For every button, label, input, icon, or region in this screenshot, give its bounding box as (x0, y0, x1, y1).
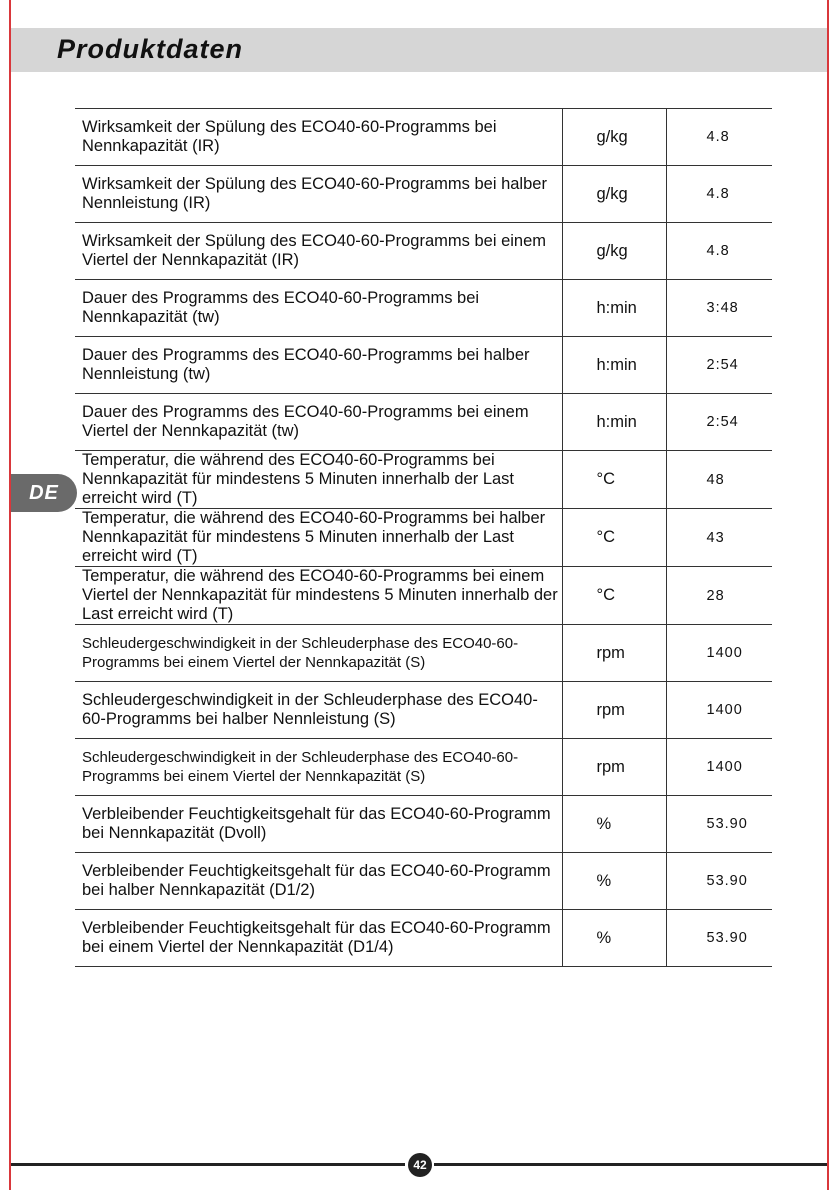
row-description: Verbleibender Feuchtigkeitsgehalt für das ECO40-60-Programm bei Nennkapazität (Dvoll) (75, 796, 562, 853)
table-row (75, 853, 772, 910)
row-unit: h:min (562, 280, 666, 337)
row-value: 2:54 (666, 394, 772, 451)
table-row (75, 337, 772, 394)
row-value: 53.90 (666, 853, 772, 910)
table-row (75, 166, 772, 223)
row-value: 48 (666, 451, 772, 509)
table-row (75, 625, 772, 682)
row-unit: h:min (562, 394, 666, 451)
row-unit: % (562, 910, 666, 967)
table-row (75, 910, 772, 967)
row-value: 3:48 (666, 280, 772, 337)
page-border-right (827, 0, 829, 1190)
row-unit: h:min (562, 337, 666, 394)
row-description: Temperatur, die während des ECO40-60-Programms bei Nennkapazität für mindestens 5 Minuten innerhalb der Last erreicht wird (T) (75, 451, 562, 509)
language-tab: DE (11, 474, 77, 512)
row-description: Dauer des Programms des ECO40-60-Programms bei einem Viertel der Nennkapazität (tw) (75, 394, 562, 451)
row-description: Temperatur, die während des ECO40-60-Programms bei halber Nennkapazität für mindestens 5 Minuten innerhalb der Last erreicht wird (T) (75, 509, 562, 567)
row-value: 4.8 (666, 109, 772, 166)
page-border-left (9, 0, 11, 1190)
row-value: 53.90 (666, 796, 772, 853)
row-value: 1400 (666, 682, 772, 739)
row-description: Temperatur, die während des ECO40-60-Programms bei einem Viertel der Nennkapazität für mindestens 5 Minuten innerhalb der Last erreicht wird (T) (75, 567, 562, 625)
footer-rule-right (434, 1163, 827, 1166)
row-value: 53.90 (666, 910, 772, 967)
table-row (75, 394, 772, 451)
row-unit: °C (562, 451, 666, 509)
row-description: Dauer des Programms des ECO40-60-Programms bei Nennkapazität (tw) (75, 280, 562, 337)
row-unit: °C (562, 567, 666, 625)
header-bar (11, 28, 827, 72)
page-title: Produktdaten (57, 34, 244, 64)
row-description: Schleudergeschwindigkeit in der Schleuderphase des ECO40-60-Programms bei einem Viertel der Nennkapazität (S) (75, 739, 562, 796)
table-row (75, 739, 772, 796)
row-description: Wirksamkeit der Spülung des ECO40-60-Programms bei Nennkapazität (IR) (75, 109, 562, 166)
table-row (75, 509, 772, 567)
row-unit: g/kg (562, 109, 666, 166)
row-unit: rpm (562, 739, 666, 796)
row-unit: rpm (562, 682, 666, 739)
row-value: 28 (666, 567, 772, 625)
table-row (75, 280, 772, 337)
row-unit: rpm (562, 625, 666, 682)
row-unit: % (562, 796, 666, 853)
row-value: 1400 (666, 739, 772, 796)
row-description: Verbleibender Feuchtigkeitsgehalt für das ECO40-60-Programm bei einem Viertel der Nennkapazität (D1/4) (75, 910, 562, 967)
row-unit: % (562, 853, 666, 910)
table-row (75, 682, 772, 739)
row-description: Dauer des Programms des ECO40-60-Programms bei halber Nennleistung (tw) (75, 337, 562, 394)
product-data-table (75, 108, 772, 967)
row-description: Wirksamkeit der Spülung des ECO40-60-Programms bei halber Nennleistung (IR) (75, 166, 562, 223)
row-value: 1400 (666, 625, 772, 682)
table-row (75, 567, 772, 625)
page-number: 42 (408, 1153, 432, 1177)
table-row (75, 796, 772, 853)
row-value: 4.8 (666, 166, 772, 223)
row-unit: g/kg (562, 223, 666, 280)
row-description: Verbleibender Feuchtigkeitsgehalt für das ECO40-60-Programm bei halber Nennkapazität (D1/2) (75, 853, 562, 910)
table-row (75, 451, 772, 509)
row-description: Wirksamkeit der Spülung des ECO40-60-Programms bei einem Viertel der Nennkapazität (IR) (75, 223, 562, 280)
row-unit: °C (562, 509, 666, 567)
row-unit: g/kg (562, 166, 666, 223)
row-description: Schleudergeschwindigkeit in der Schleuderphase des ECO40-60-Programms bei einem Viertel der Nennkapazität (S) (75, 625, 562, 682)
row-description: Schleudergeschwindigkeit in der Schleuderphase des ECO40-60-Programms bei halber Nennleistung (S) (75, 682, 562, 739)
row-value: 43 (666, 509, 772, 567)
row-value: 4.8 (666, 223, 772, 280)
table-row (75, 109, 772, 166)
table-row (75, 223, 772, 280)
row-value: 2:54 (666, 337, 772, 394)
footer-rule-left (11, 1163, 405, 1166)
